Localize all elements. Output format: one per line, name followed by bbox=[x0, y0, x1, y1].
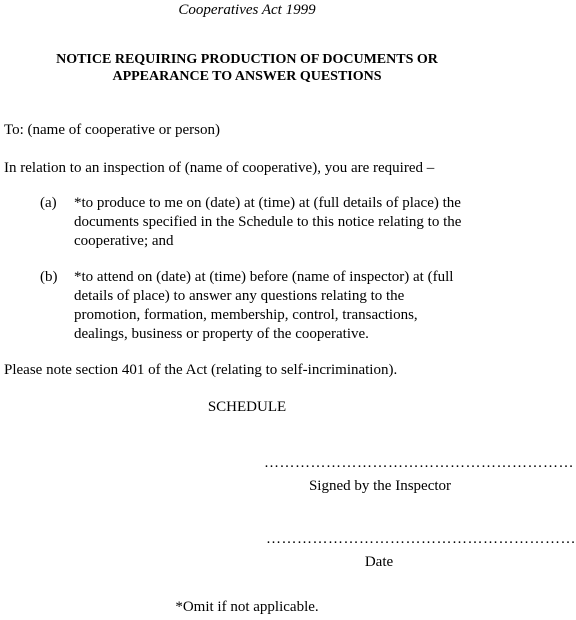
addressee-line: To: (name of cooperative or person) bbox=[4, 122, 220, 138]
item-text-line: documents specified in the Schedule to this notice relating to the bbox=[74, 214, 462, 230]
notice-title-line-2: APPEARANCE TO ANSWER QUESTIONS bbox=[112, 69, 382, 84]
date-label: Date bbox=[364, 554, 394, 570]
schedule-heading: SCHEDULE bbox=[207, 399, 287, 415]
signature-label: Signed by the Inspector bbox=[308, 478, 452, 494]
item-text-line: cooperative; and bbox=[74, 233, 174, 249]
date-line: …………………………………………………… bbox=[266, 531, 576, 547]
act-title: Cooperatives Act 1999 bbox=[178, 2, 316, 18]
self-incrimination-note: Please note section 401 of the Act (relating to self-incrimination). bbox=[4, 362, 398, 378]
date-signature-block bbox=[266, 530, 576, 572]
item-text-line: details of place) to answer any questions relating to the bbox=[74, 288, 405, 304]
item-text-line: promotion, formation, membership, control, transactions, bbox=[74, 307, 418, 323]
item-text bbox=[74, 194, 494, 251]
notice-title bbox=[0, 51, 494, 85]
item-text-line: *to attend on (date) at (time) before (name of inspector) at (full bbox=[74, 269, 454, 285]
relation-line: In relation to an inspection of (name of cooperative), you are required – bbox=[4, 160, 435, 176]
notice-title-line-1: NOTICE REQUIRING PRODUCTION OF DOCUMENTS OR bbox=[56, 52, 438, 67]
signature-line: …………………………………………………… bbox=[264, 455, 574, 471]
item-text bbox=[74, 268, 494, 344]
footnote: *Omit if not applicable. bbox=[175, 599, 319, 615]
item-text-line: *to produce to me on (date) at (time) at (full details of place) the bbox=[74, 195, 461, 211]
item-text-line: dealings, business or property of the cooperative. bbox=[74, 326, 369, 342]
item-label: (a) bbox=[40, 195, 57, 211]
inspector-signature-block bbox=[264, 454, 574, 496]
item-label: (b) bbox=[40, 269, 58, 285]
